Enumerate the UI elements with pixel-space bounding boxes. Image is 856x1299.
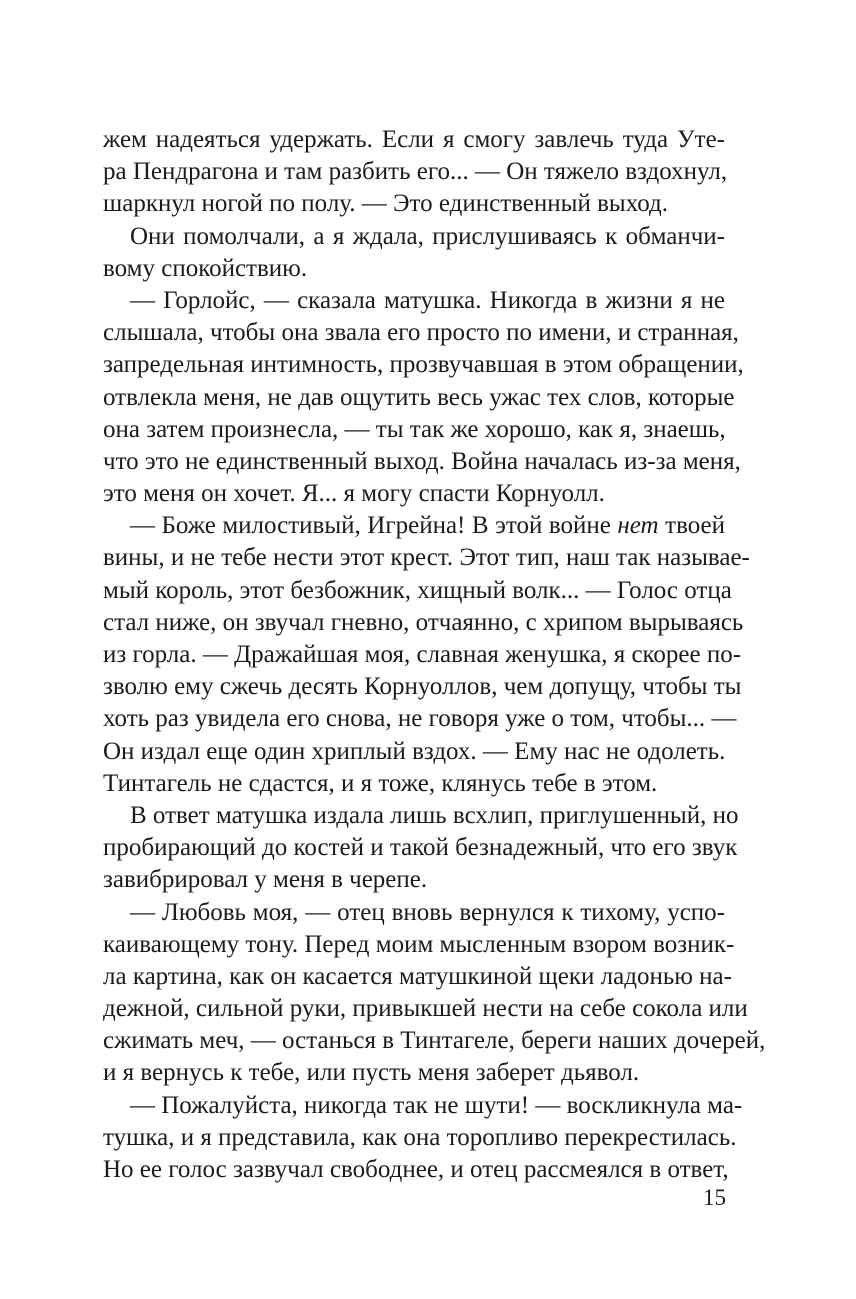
text-line: Тинтагель не сдастся, и я тоже, клянусь тебе в этом. [103,769,658,797]
text-line: дежной, сильной руки, привыкшей нести на себе сокола или [103,995,748,1023]
text-line: каивающему тону. Перед моим мысленным взором возник- [103,930,735,958]
text-line: шаркнул ногой по полу. — Это единственный выход. [103,190,668,218]
text-line: из горла. — Дражайшая моя, славная женушка, я скорее по- [103,641,742,668]
text-line: жем надеяться удержать. Если я смогу завлечь туда Уте- [103,126,725,153]
text-line: запредельная интимность, прозвучавшая в этом обращении, [103,351,744,379]
text-line: отвлекла меня, не дав ощутить весь ужас тех слов, которые [103,383,735,411]
text-line: ра Пендрагона и там разбить его... — Он тяжело вздохнул, [103,158,728,186]
text-line: хоть раз увидела его снова, не говоря уже о том, чтобы... — [103,705,737,733]
text-line: она затем произнесла, — ты так же хорошо, как я, знаешь, [103,415,726,443]
text-line: стал ниже, он звучал гневно, отчаянно, с хрипом вырываясь [103,608,744,636]
text-line: В ответ матушка издала лишь всхлип, приглушенный, но [130,801,739,829]
text-line: что это не единственный выход. Война началась из-за меня, [103,447,741,475]
text-line: это меня он хочет. Я... я могу спасти Корнуолл. [103,480,605,508]
text-line: тушка, и я представила, как она торопливо перекрестилась. [103,1123,737,1151]
text-line: — Любовь моя, — отец вновь вернулся к тихому, успо- [130,898,725,926]
text-line: зволю ему сжечь десять Корнуоллов, чем допущу, чтобы ты [103,673,742,701]
page-body-text [103,124,766,1186]
text-line-part: — Боже милостивый, Игрейна! В этой войне [130,512,618,540]
text-line: Он издал еще один хриплый вздох. — Ему нас не одолеть. [103,737,726,765]
emphasized-word: нет [617,512,659,540]
text-line: слышала, чтобы она звала его просто по имени, и странная, [103,319,739,347]
text-line: и я вернусь к тебе, или пусть меня заберет дьявол. [103,1059,640,1087]
text-line: пробирающий до костей и такой безнадежный, что его звук [103,834,738,862]
page-number: 15 [703,1185,726,1210]
text-line-part: твоей [658,512,725,540]
text-line: завибрировал у меня в черепе. [103,866,428,894]
text-line: мый король, этот безбожник, хищный волк... — Голос отца [103,576,732,604]
text-line: вому спокойствию. [103,254,308,282]
text-line: сжимать меч, — останься в Тинтагеле, береги наших дочерей, [103,1027,766,1055]
text-line: Но ее голос зазвучал свободнее, и отец рассмеялся в ответ, [103,1156,729,1183]
text-line: — Пожалуйста, никогда так не шути! — воскликнула ма- [130,1091,743,1119]
text-line: Они помолчали, а я ждала, прислушиваясь к обманчи- [130,222,725,250]
text-line: — Горлойс, — сказала матушка. Никогда в жизни я не [130,286,725,314]
text-line: вины, и не тебе нести этот крест. Этот тип, наш так называе- [103,544,750,572]
text-line: ла картина, как он касается матушкиной щеки ладонью на- [103,962,732,990]
text-line [103,510,725,542]
